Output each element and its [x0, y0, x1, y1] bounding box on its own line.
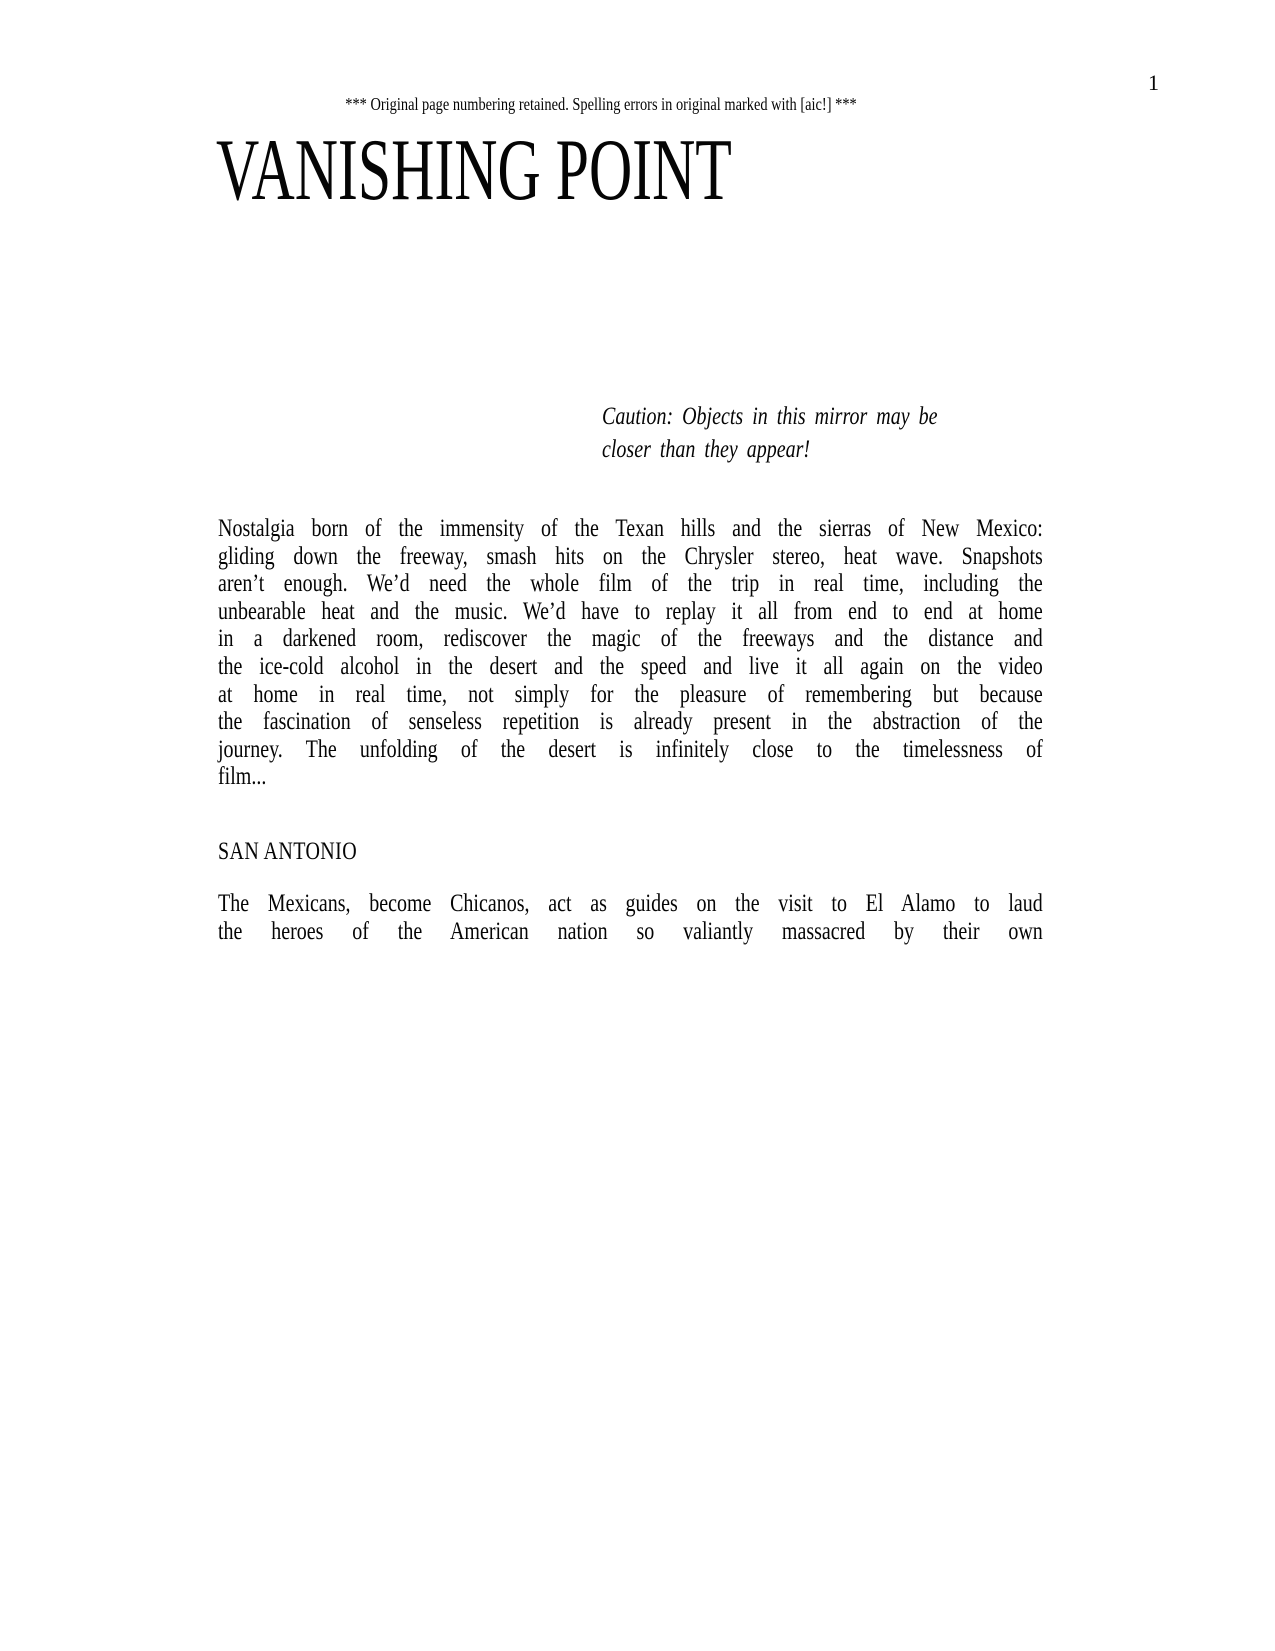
- paragraph-line: the ice-cold alcohol in the desert and the speed and live it all again on the video: [218, 652, 1043, 680]
- paragraph-line: the heroes of the American nation so valiantly massacred by their own: [218, 917, 1043, 945]
- paragraph-line: film...: [218, 763, 267, 791]
- paragraph-line: Nostalgia born of the immensity of the Texan hills and the sierras of New Mexico:: [218, 515, 1043, 542]
- epigraph-line: closer than they appear!: [602, 436, 811, 463]
- paragraph-line: journey. The unfolding of the desert is infinitely close to the timelessness of: [218, 735, 1043, 763]
- section-heading-san-antonio: [218, 838, 1043, 866]
- paragraph-line: the fascination of senseless repetition is already present in the abstraction of the: [218, 708, 1043, 736]
- paragraph-nostalgia: [218, 515, 1043, 791]
- document-title: VANISHING POINT: [216, 122, 732, 219]
- epigraph-line: Caution: Objects in this mirror may be: [602, 403, 938, 430]
- page-number: 1: [1148, 70, 1159, 95]
- paragraph-line: The Mexicans, become Chicanos, act as guides on the visit to El Alamo to laud: [218, 890, 1043, 917]
- paragraph-line: gliding down the freeway, smash hits on the Chrysler stereo, heat wave. Snapshots: [218, 542, 1043, 570]
- section-heading-text: SAN ANTONIO: [218, 838, 358, 865]
- epigraph: [602, 400, 1050, 466]
- paragraph-line: at home in real time, not simply for the pleasure of remembering but because: [218, 680, 1043, 708]
- paragraph-line: aren’t enough. We’d need the whole film of the trip in real time, including the: [218, 570, 1043, 598]
- paragraph-line: unbearable heat and the music. We’d have to replay it all from end to end at home: [218, 597, 1043, 625]
- paragraph-san-antonio: [218, 890, 1043, 945]
- paragraph-line: in a darkened room, rediscover the magic of the freeways and the distance and: [218, 625, 1043, 653]
- header-note: *** Original page numbering retained. Spelling errors in original marked with [aic!] ***: [345, 94, 857, 114]
